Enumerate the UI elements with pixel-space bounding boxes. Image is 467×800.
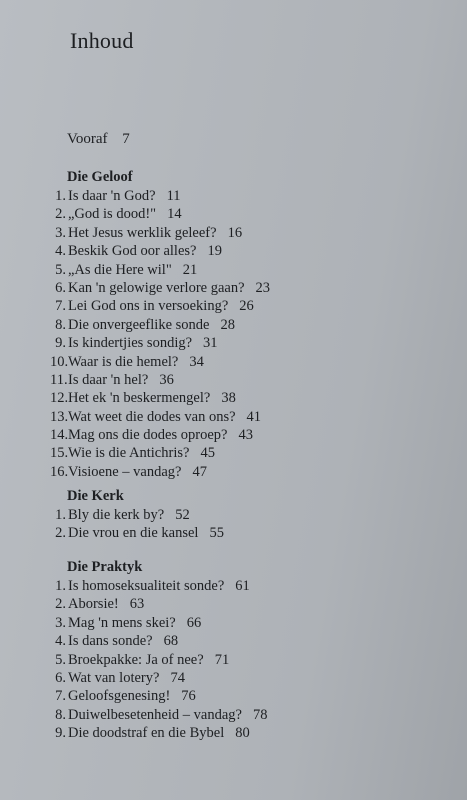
toc-entry	[50, 408, 450, 426]
toc-entry	[50, 577, 450, 595]
entry-page-number: 28	[220, 316, 235, 333]
entry-page-number: 71	[214, 651, 230, 668]
toc-entry	[50, 261, 450, 279]
toc-section-kerk	[50, 486, 450, 543]
toc-entry	[50, 242, 450, 260]
entry-title: Die doodstraf en die Bybel	[68, 725, 225, 742]
entry-title: Visioene – vandag?	[68, 463, 182, 480]
entry-title: Wie is die Antichris?	[68, 445, 190, 462]
entry-page-number: 31	[203, 335, 218, 352]
toc-entry	[50, 651, 450, 669]
toc-entry	[50, 506, 450, 524]
entry-number: 8.	[55, 706, 66, 723]
entry-page-number: 68	[163, 633, 179, 650]
toc-entry	[50, 334, 450, 352]
entry-number: 15.	[50, 445, 69, 462]
toc-entry	[50, 205, 450, 223]
toc-section-praktyk	[50, 557, 450, 743]
entry-title: Mag 'n mens skei?	[68, 614, 176, 631]
entry-page-number: 47	[192, 463, 207, 480]
entry-number: 3.	[55, 224, 66, 241]
toc-entry	[50, 463, 450, 481]
entry-number: 16.	[50, 463, 69, 480]
entry-number: 5.	[55, 261, 66, 278]
entry-number: 4.	[55, 633, 66, 650]
entry-number: 5.	[55, 651, 66, 668]
entry-title: Aborsie!	[68, 596, 119, 613]
entry-number: 12.	[50, 390, 69, 407]
entry-page-number: 66	[186, 614, 202, 631]
entry-page-number: 36	[159, 371, 174, 388]
toc-entry	[50, 632, 450, 650]
entry-title: Is dans sonde?	[68, 633, 153, 650]
entry-number: 13.	[50, 408, 69, 425]
entry-title: Die vrou en die kansel	[68, 525, 199, 542]
entry-number: 8.	[55, 316, 66, 333]
entry-number: 3.	[55, 614, 66, 631]
entry-page-number: 74	[170, 669, 185, 686]
toc-entry	[50, 297, 450, 315]
entry-page-number: 76	[181, 688, 196, 705]
toc-entry	[50, 316, 450, 334]
entry-title: Geloofsgenesing!	[68, 688, 171, 705]
entry-number: 1.	[55, 188, 66, 204]
entry-page-number: 61	[235, 578, 250, 594]
entry-page-number: 38	[221, 390, 236, 407]
toc-entry	[50, 524, 450, 542]
entry-page-number: 21	[182, 261, 198, 278]
entry-title: Is daar 'n hel?	[68, 371, 149, 388]
entry-page-number: 41	[246, 408, 262, 425]
entry-number: 9.	[55, 335, 66, 352]
entry-title: Wat weet die dodes van ons?	[68, 408, 236, 425]
entry-number: 9.	[55, 725, 66, 742]
toc-entry	[50, 444, 450, 462]
toc-entry	[50, 389, 450, 407]
toc-entry	[50, 706, 450, 724]
foreword-page-number: 7	[122, 131, 130, 147]
entry-page-number: 55	[209, 525, 224, 542]
entry-page-number: 26	[239, 298, 254, 315]
toc-section-geloof	[50, 167, 450, 481]
entry-page-number: 14	[167, 206, 182, 223]
section-heading: Die Kerk	[67, 488, 124, 504]
toc-entry	[50, 426, 450, 444]
section-heading: Die Praktyk	[67, 559, 143, 575]
entry-number: 7.	[55, 298, 66, 315]
entry-page-number: 43	[238, 427, 253, 444]
entry-title: Wat van lotery?	[68, 669, 160, 686]
entry-page-number: 11	[166, 188, 181, 204]
entry-number: 2.	[55, 525, 66, 542]
toc-entry	[50, 371, 450, 389]
toc-entry	[50, 353, 450, 371]
entry-page-number: 34	[189, 353, 204, 370]
toc-entry	[50, 187, 450, 205]
entry-number: 14.	[50, 427, 69, 444]
entry-title: Het Jesus werklik geleef?	[68, 224, 217, 241]
entry-page-number: 63	[129, 596, 145, 613]
entry-number: 1.	[55, 578, 66, 594]
entry-title: Broekpakke: Ja of nee?	[68, 651, 204, 668]
entry-number: 2.	[55, 206, 66, 223]
entry-title: Die onvergeeflike sonde	[68, 316, 210, 333]
entry-title: Mag ons die dodes oproep?	[68, 427, 228, 444]
entry-number: 6.	[55, 279, 66, 296]
entry-number: 1.	[55, 507, 66, 523]
entry-title: Waar is die hemel?	[68, 353, 179, 370]
entry-title: Het ek 'n beskermengel?	[68, 390, 211, 407]
entry-page-number: 23	[255, 279, 271, 296]
entry-page-number: 78	[252, 706, 268, 723]
entry-title: Duiwelbesetenheid – vandag?	[68, 706, 242, 723]
entry-page-number: 80	[235, 725, 250, 742]
entry-number: 2.	[55, 596, 66, 613]
entry-title: Bly die kerk by?	[68, 507, 165, 523]
foreword-label: Vooraf	[67, 131, 108, 147]
entry-number: 6.	[55, 669, 66, 686]
toc-entry	[50, 224, 450, 242]
entry-number: 4.	[55, 243, 66, 260]
entry-page-number: 52	[175, 507, 190, 523]
entry-title: Lei God ons in versoeking?	[68, 298, 229, 315]
entry-title: „God is dood!"	[68, 206, 157, 223]
toc-entry	[50, 669, 450, 687]
toc-entry	[50, 724, 450, 742]
entry-number: 7.	[55, 688, 66, 705]
toc-entry	[50, 595, 450, 613]
entry-title: Beskik God oor alles?	[68, 243, 197, 260]
entry-title: Is homoseksualiteit sonde?	[68, 578, 225, 594]
entry-title: Kan 'n gelowige verlore gaan?	[68, 279, 245, 296]
toc-foreword	[67, 131, 130, 148]
entry-page-number: 16	[227, 224, 243, 241]
entry-title: „As die Here wil"	[68, 261, 172, 278]
entry-page-number: 19	[207, 243, 222, 260]
toc-entry	[50, 614, 450, 632]
toc-entry	[50, 279, 450, 297]
entry-title: Is daar 'n God?	[68, 188, 156, 204]
page-title: Inhoud	[70, 28, 134, 53]
entry-page-number: 45	[200, 445, 215, 462]
toc-entry	[50, 687, 450, 705]
entry-title: Is kindertjies sondig?	[68, 335, 193, 352]
entry-number: 11.	[50, 371, 68, 388]
section-heading: Die Geloof	[67, 169, 133, 185]
entry-number: 10.	[50, 353, 69, 370]
